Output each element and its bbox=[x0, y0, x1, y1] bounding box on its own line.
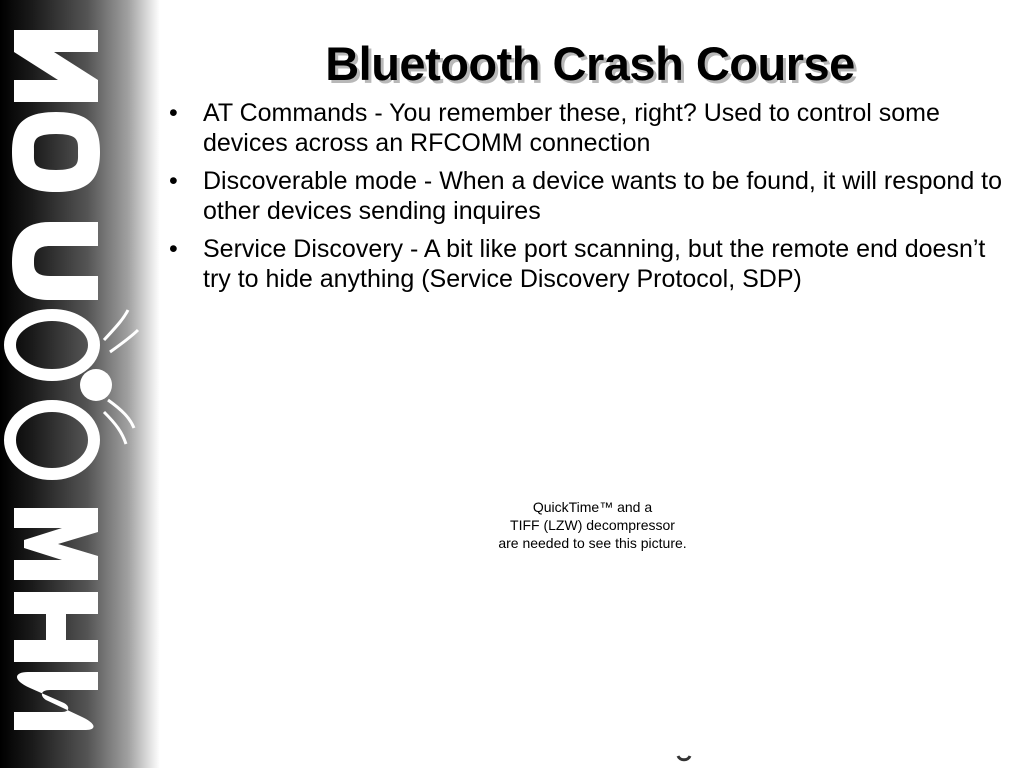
placeholder-line-1: QuickTime™ and a bbox=[532, 499, 653, 515]
bullet-list bbox=[165, 98, 1005, 302]
placeholder-line-3: are needed to see this picture. bbox=[498, 535, 687, 551]
missing-image-placeholder bbox=[470, 498, 715, 552]
bullet-marker: • bbox=[169, 99, 178, 127]
bullet-item-at-commands bbox=[165, 98, 1005, 158]
bullet-marker: • bbox=[169, 235, 178, 263]
shmoocon-logo bbox=[0, 0, 160, 768]
bullet-text: Service Discovery - A bit like port scanning, but the remote end doesn’t try to hide anything (Service Discovery Protocol, SDP) bbox=[203, 235, 986, 293]
placeholder-line-2: TIFF (LZW) decompressor bbox=[510, 517, 675, 533]
slide-title: Bluetooth Crash Course bbox=[325, 37, 855, 90]
bullet-item-discoverable-mode bbox=[165, 166, 1005, 226]
bullet-marker: • bbox=[169, 167, 178, 195]
clipped-glyph-fragment bbox=[676, 750, 692, 762]
bullet-item-service-discovery bbox=[165, 234, 1005, 294]
bullet-text: AT Commands - You remember these, right? Used to control some devices across an RFCOMM connection bbox=[203, 99, 940, 157]
bullet-text: Discoverable mode - When a device wants to be found, it will respond to other devices sending inquires bbox=[203, 167, 1003, 225]
